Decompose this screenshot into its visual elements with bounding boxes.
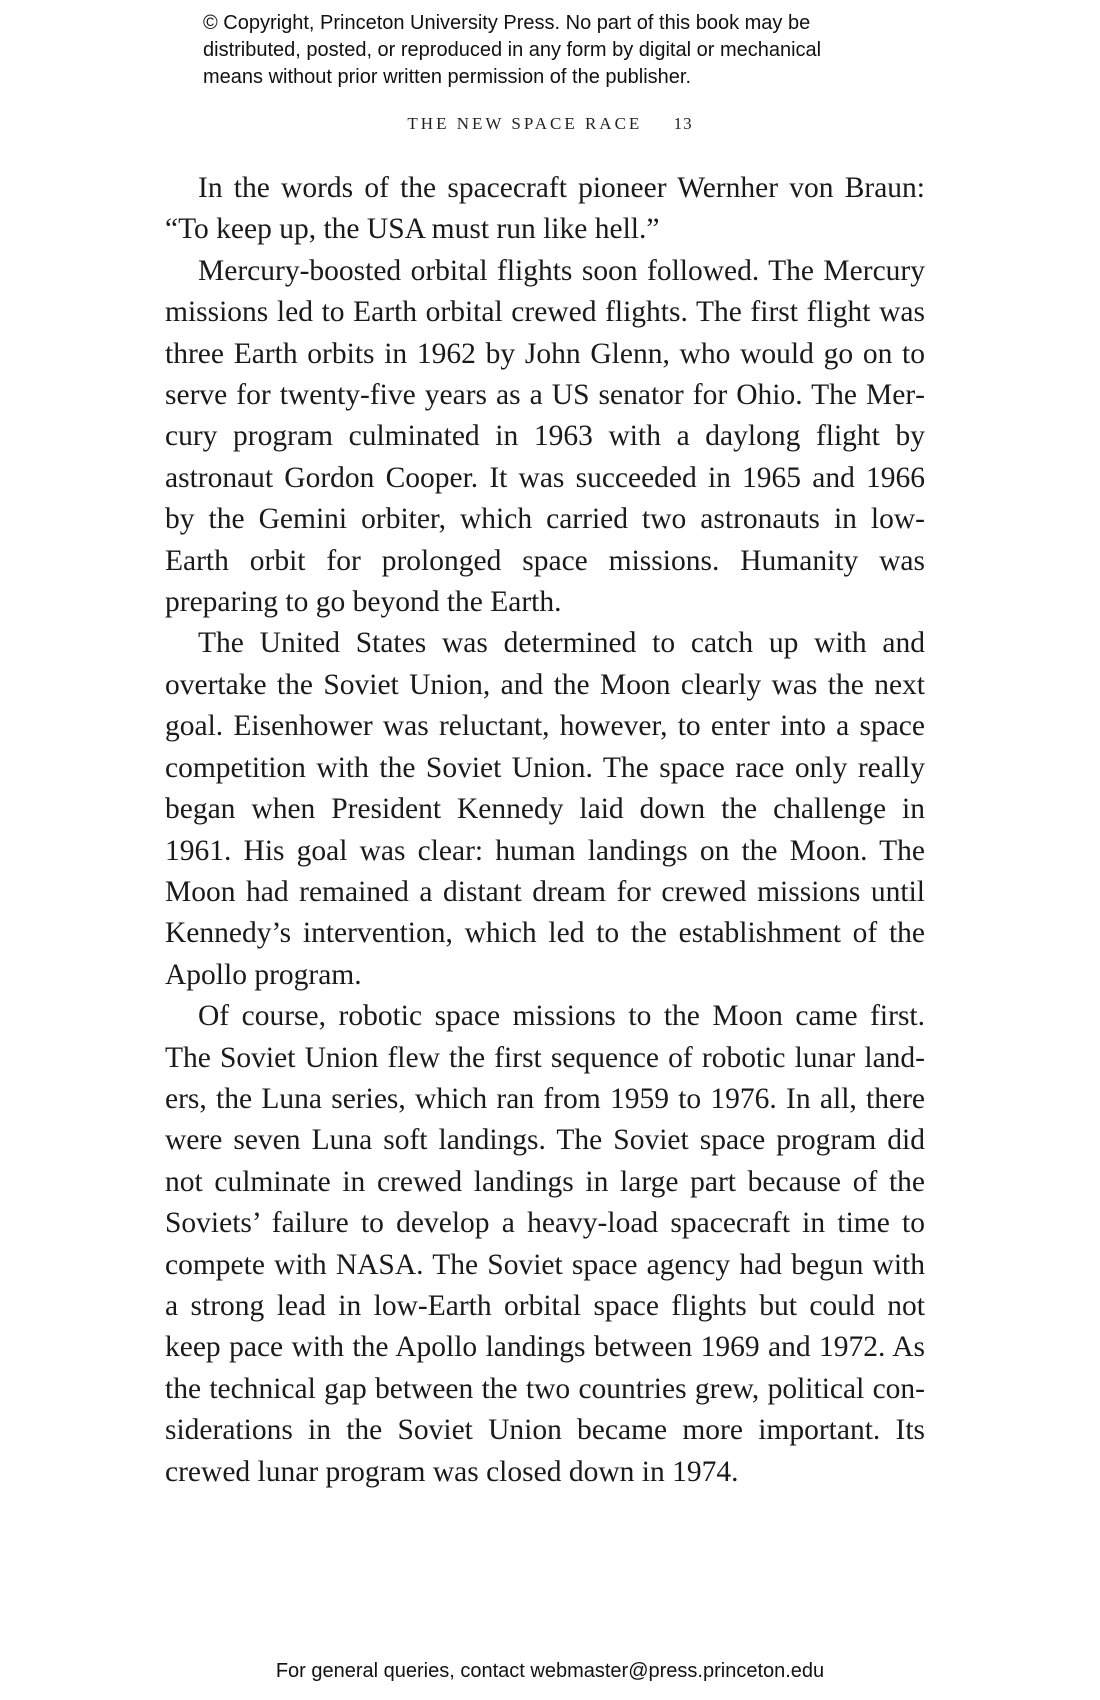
copyright-line-1: © Copyright, Princeton University Press. No part of this book may be — [203, 12, 811, 34]
paragraph-2: Mercury-boosted orbital flights soon followed. The Mercury missions led to Earth orbital crewed flights. The first flight was three Earth orbits in 1962 by John Glenn, who would go on to serve for twenty-five years as a US senator for Ohio. The Mercury program culminated in 1963 with a daylong flight by astronaut Gordon Cooper. It was succeeded in 1965 and 1966 by the Gemini orbiter, which carried two astronauts in low-Earth orbit for prolonged space missions. Humanity was preparing to go beyond the Earth. — [165, 254, 925, 619]
copyright-notice — [203, 10, 923, 91]
footer-contact: For general queries, contact webmaster@press.princeton.edu — [275, 1660, 825, 1682]
page-number: 13 — [673, 114, 693, 133]
copyright-line-2: distributed, posted, or reproduced in any form by digital or mechanical — [203, 39, 822, 61]
running-head-title: THE NEW SPACE RACE — [407, 114, 643, 133]
paragraph-1: In the words of the spacecraft pioneer Wernher von Braun: “To keep up, the USA must run like hell.” — [165, 172, 925, 246]
body-text — [165, 168, 925, 1493]
paragraph-4: Of course, robotic space missions to the Moon came first. The Soviet Union flew the first sequence of robotic lunar landers, the Luna series, which ran from 1959 to 1976. In all, there were seven Luna soft landings. The Soviet space program did not culminate in crewed landings in large part because of the Soviets’ failure to develop a heavy-load spacecraft in time to compete with NASA. The Soviet space agency had begun with a strong lead in low-Earth orbital space flights but could not keep pace with the Apollo landings between 1969 and 1972. As the technical gap between the two countries grew, political considerations in the Soviet Union became more important. Its crewed lunar program was closed down in 1974. — [165, 1000, 925, 1488]
paragraph-3: The United States was determined to catch up with and overtake the Soviet Union, and the Moon clearly was the next goal. Eisenhower was reluctant, however, to enter into a space competition with the Soviet Union. The space race only really began when President Kennedy laid down the challenge in 1961. His goal was clear: human landings on the Moon. The Moon had remained a distant dream for crewed missions until Kennedy’s intervention, which led to the establishment of the Apollo program. — [165, 627, 925, 991]
copyright-line-3: means without prior written permission of the publisher. — [203, 66, 692, 88]
running-head — [0, 114, 1100, 134]
